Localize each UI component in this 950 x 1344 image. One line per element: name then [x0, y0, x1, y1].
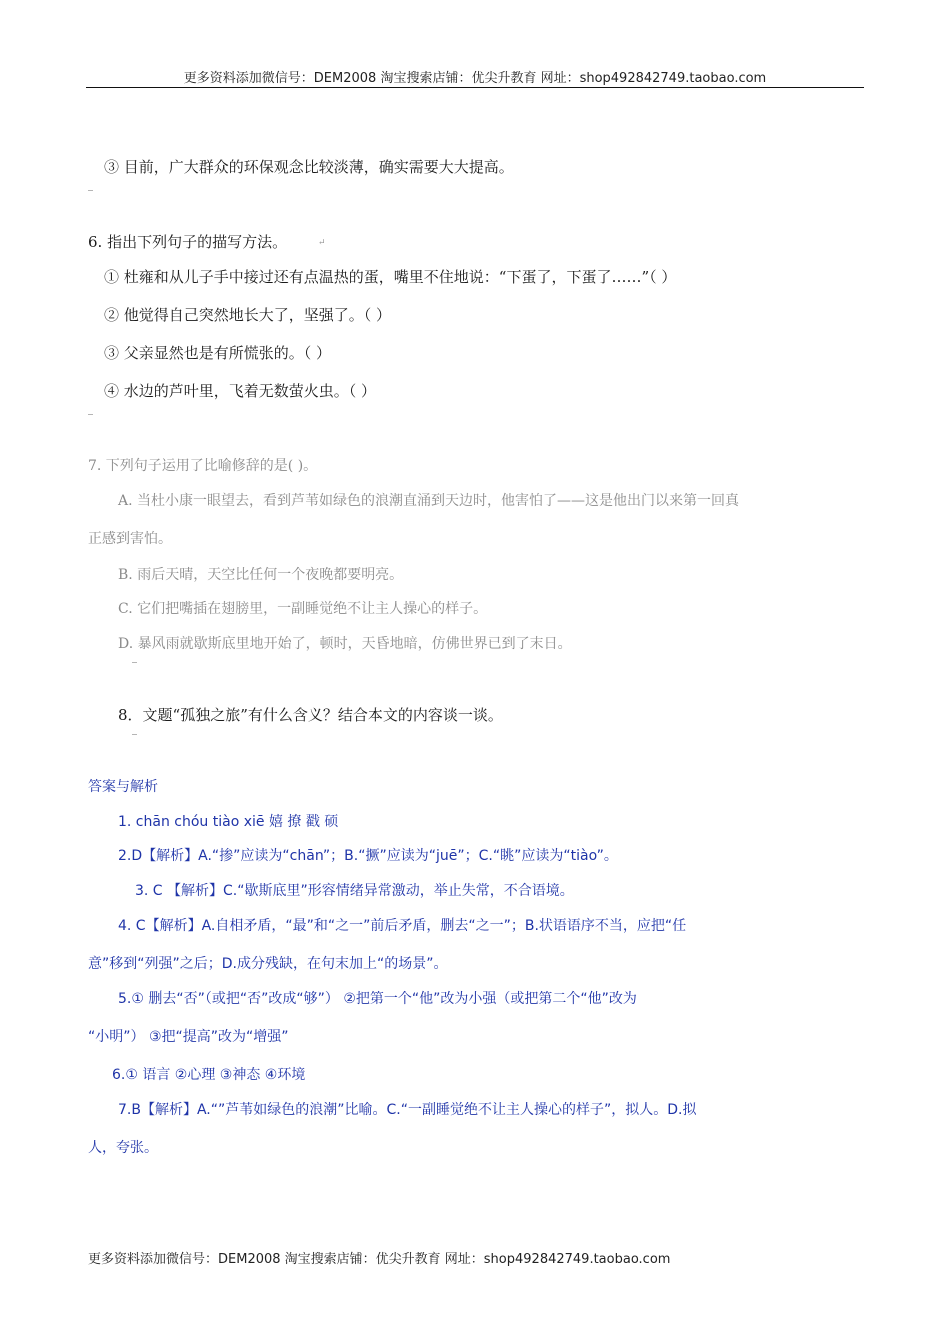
- q8-title: 8．文题“孤独之旅”有什么含义？结合本文的内容谈一谈。: [118, 706, 503, 724]
- q6-item-1: ① 杜雍和从儿子手中接过还有点温热的蛋，嘴里不住地说：“下蛋了，下蛋了……”（ ）: [104, 268, 677, 286]
- answer-2: 2.D【解析】A.“掺”应读为“chān”；B.“撅”应读为“juē”；C.“眺”应读为“tiào”。: [118, 848, 618, 864]
- page-header: 更多资料添加微信号：DEM2008 淘宝搜索店铺：优尖升教育 网址：shop492842749.taobao.com: [183, 71, 767, 86]
- q5-item-3: ③ 目前，广大群众的环保观念比较淡薄，确实需要大大提高。: [104, 158, 514, 176]
- q7-option-a-line-2: 正感到害怕。: [88, 531, 172, 547]
- q6-item-2: ② 他觉得自己突然地长大了，坚强了。（ ）: [104, 306, 392, 324]
- paragraph-mark: [88, 414, 93, 415]
- answer-6: 6.① 语言 ②心理 ③神态 ④环境: [112, 1067, 306, 1083]
- q6-item-3: ③ 父亲显然也是有所慌张的。（ ）: [104, 344, 332, 362]
- q6-item-4: ④ 水边的芦叶里，飞着无数萤火虫。（ ）: [104, 382, 377, 400]
- answer-7-line-2: 人，夸张。: [88, 1140, 158, 1156]
- q7-option-a-line-1: A. 当杜小康一眼望去，看到芦苇如绿色的浪潮直涌到天边时，他害怕了——这是他出门以来第一回真: [118, 493, 740, 509]
- paragraph-mark: [132, 662, 137, 663]
- page-footer: 更多资料添加微信号：DEM2008 淘宝搜索店铺：优尖升教育 网址：shop492842749.taobao.com: [88, 1252, 671, 1267]
- q7-title: 7. 下列句子运用了比喻修辞的是( )。: [88, 458, 318, 474]
- answer-3: 3. C 【解析】C.“歇斯底里”形容情绪异常激动，举止失常，不合语境。: [135, 883, 574, 899]
- q6-title: 6. 指出下列句子的描写方法。: [88, 233, 288, 251]
- answers-heading: 答案与解析: [88, 779, 158, 795]
- header-rule: [86, 87, 864, 88]
- answer-5-line-2: “小明”） ③把“提高”改为“增强”: [88, 1029, 289, 1045]
- q7-option-b: B. 雨后天晴，天空比任何一个夜晚都要明亮。: [118, 567, 404, 583]
- paragraph-mark: [132, 734, 137, 735]
- answer-7-line-1: 7.B【解析】A.“”芦苇如绿色的浪潮”比喻。C.“一副睡觉绝不让主人操心的样子”，拟人。D.拟: [118, 1102, 697, 1118]
- answer-4-line-1: 4. C【解析】A.自相矛盾，“最”和“之一”前后矛盾，删去“之一”；B.状语语序不当，应把“任: [118, 918, 687, 934]
- answer-5-line-1: 5.① 删去“否”（或把“否”改成“够”） ②把第一个“他”改为小强（或把第二个“他”改为: [118, 991, 637, 1007]
- q7-option-c: C. 它们把嘴插在翅膀里，一副睡觉绝不让主人操心的样子。: [118, 601, 488, 617]
- answer-1: 1. chān chóu tiào xiē 嬉 撩 戳 硕: [118, 814, 339, 830]
- paragraph-mark: [88, 190, 93, 191]
- answer-4-line-2: 意”移到“列强”之后；D.成分残缺，在句末加上“的场景”。: [88, 956, 448, 972]
- q7-option-d: D. 暴风雨就歇斯底里地开始了，顿时，天昏地暗，仿佛世界已到了末日。: [118, 636, 572, 652]
- paragraph-mark: ↵: [318, 238, 326, 248]
